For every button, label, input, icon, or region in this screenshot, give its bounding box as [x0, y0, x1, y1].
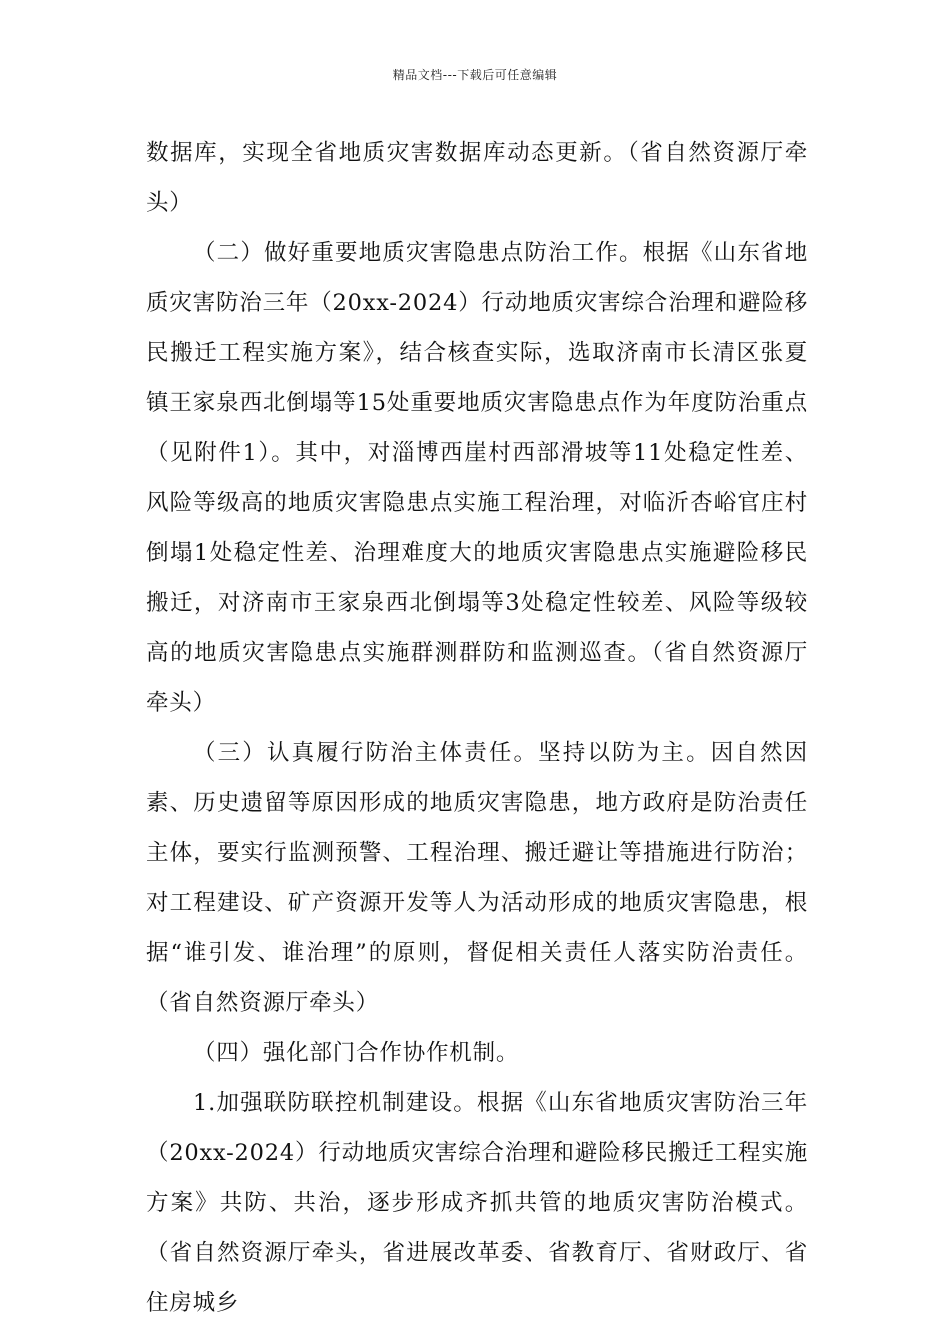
page-header: 精品文档---下载后可任意编辑	[392, 68, 558, 82]
paragraph-item-1: 1.加强联防联控机制建设。根据《山东省地质灾害防治三年（20xx-2024）行动地质灾害综合治理和避险移民搬迁工程实施方案》共防、共治，逐步形成齐抓共管的地质灾害防治模式。（省自然资源厅牵头，省进展改革委、省教育厅、省财政厅、省住房城乡	[146, 1090, 808, 1316]
document-body	[146, 128, 808, 1328]
paragraph-continuation: 数据库，实现全省地质灾害数据库动态更新。（省自然资源厅牵头）	[146, 140, 808, 216]
paragraph-section-4-heading: （四）强化部门合作协作机制。	[193, 1040, 520, 1066]
paragraph-section-2: （二）做好重要地质灾害隐患点防治工作。根据《山东省地质灾害防治三年（20xx-2024）行动地质灾害综合治理和避险移民搬迁工程实施方案》，结合核查实际，选取济南市长清区张夏镇王家泉西北倒塌等15处重要地质灾害隐患点作为年度防治重点（见附件1）。其中，对淄博西崖村西部滑坡等11处稳定性差、风险等级高的地质灾害隐患点实施工程治理，对临沂杏峪官庄村倒塌1处稳定性差、治理难度大的地质灾害隐患点实施避险移民搬迁，对济南市王家泉西北倒塌等3处稳定性较差、风险等级较高的地质灾害隐患点实施群测群防和监测巡查。（省自然资源厅牵头）	[146, 240, 808, 716]
paragraph-section-3: （三）认真履行防治主体责任。坚持以防为主。因自然因素、历史遗留等原因形成的地质灾害隐患，地方政府是防治责任主体，要实行监测预警、工程治理、搬迁避让等措施进行防治；对工程建设、矿产资源开发等人为活动形成的地质灾害隐患，根据“谁引发、谁治理”的原则，督促相关责任人落实防治责任。（省自然资源厅牵头）	[146, 740, 808, 1016]
